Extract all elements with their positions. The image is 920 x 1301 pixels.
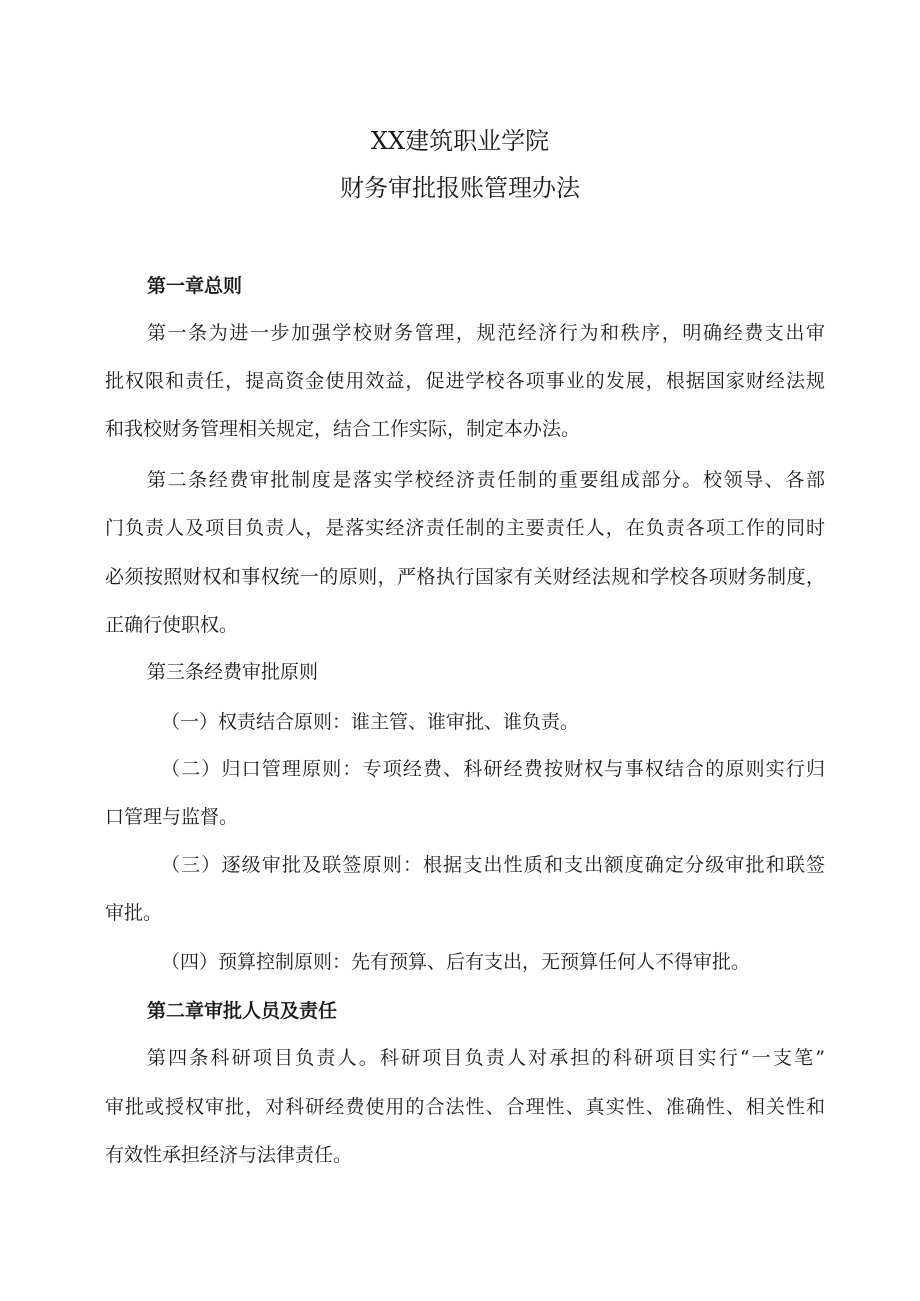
paragraph-line: 门负责人及项目负责人，是落实经济责任制的主要责任人，在负责各项工作的同时 — [105, 517, 825, 539]
principle-item: （二）归口管理原则：专项经费、科研经费按财权与事权结合的原则实行归 — [161, 758, 825, 780]
article-heading: 第三条经费审批原则 — [147, 661, 319, 683]
principle-item: （四）预算控制原则：先有预算、后有支出，无预算任何人不得审批。 — [161, 951, 751, 973]
paragraph-line: 口管理与监督。 — [105, 806, 239, 828]
paragraph-line: 有效性承担经济与法律责任。 — [105, 1144, 353, 1166]
paragraph-line: 第一条为进一步加强学校财务管理，规范经济行为和秩序，明确经费支出审 — [147, 322, 825, 344]
paragraph-line: 正确行使职权。 — [105, 614, 239, 636]
principle-item: （三）逐级审批及联签原则：根据支出性质和支出额度确定分级审批和联签 — [161, 854, 825, 876]
document-subtitle: 财务审批报账管理办法 — [340, 174, 580, 202]
chapter-heading: 第一章总则 — [147, 275, 243, 297]
paragraph-line: 审批。 — [105, 902, 163, 924]
paragraph-line: 和我校财务管理相关规定，结合工作实际，制定本办法。 — [105, 418, 581, 440]
principle-item: （一）权责结合原则：谁主管、谁审批、谁负责。 — [161, 711, 580, 733]
paragraph-line: 第四条科研项目负责人。科研项目负责人对承担的科研项目实行“一支笔” — [147, 1047, 825, 1069]
paragraph-line: 必须按照财权和事权统一的原则，严格执行国家有关财经法规和学校各项财务制度， — [105, 566, 825, 588]
document-title: XX建筑职业学院 — [370, 127, 550, 155]
chapter-heading: 第二章审批人员及责任 — [147, 1000, 338, 1022]
paragraph-line: 批权限和责任，提高资金使用效益，促进学校各项事业的发展，根据国家财经法规 — [105, 370, 825, 392]
paragraph-line: 第二条经费审批制度是落实学校经济责任制的重要组成部分。校领导、各部 — [147, 469, 825, 491]
paragraph-line: 审批或授权审批，对科研经费使用的合法性、合理性、真实性、准确性、相关性和 — [105, 1096, 825, 1118]
